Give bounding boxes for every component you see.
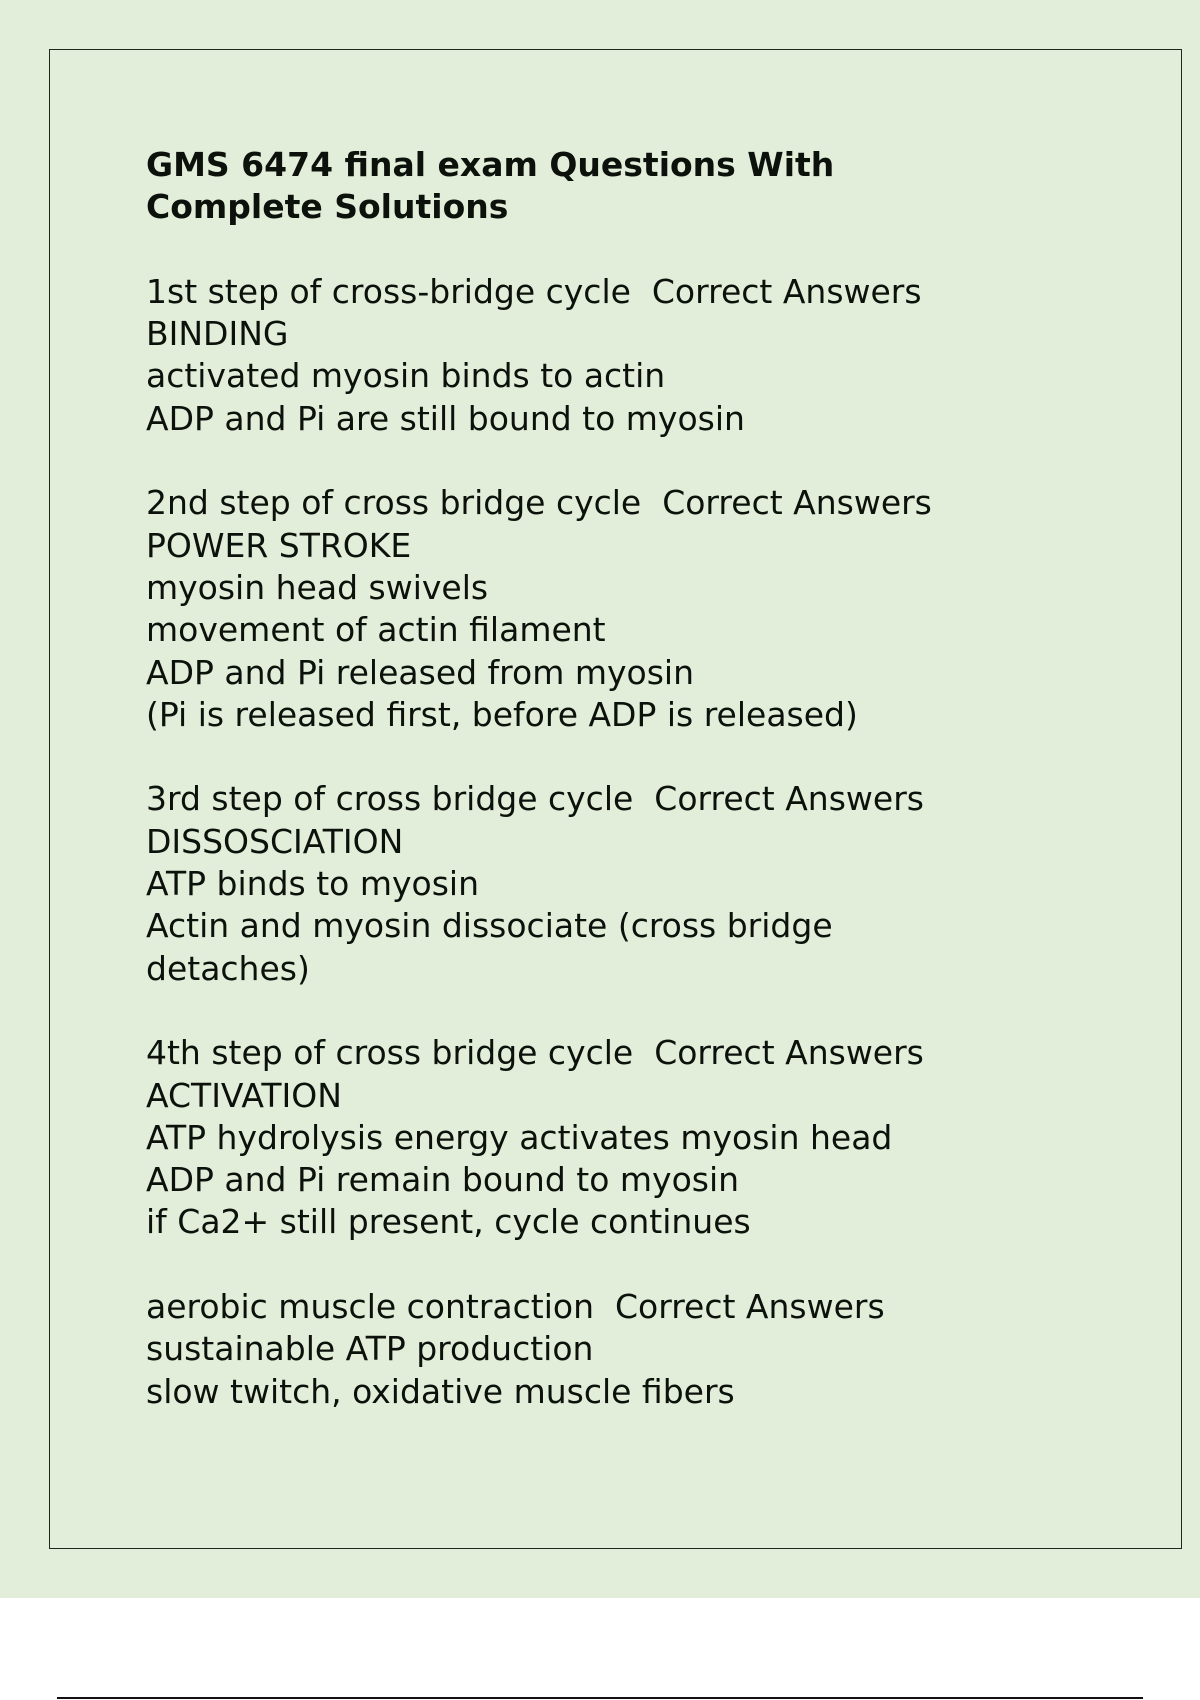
question-text: 1st step of cross-bridge cycle Correct Answers (146, 271, 922, 311)
answer-line: BINDING (146, 314, 289, 354)
answer-line: ATP binds to myosin (146, 864, 479, 904)
document-title: GMS 6474 final exam Questions With Complete Solutions (146, 145, 835, 227)
qa-entry (146, 778, 1146, 989)
answer-line: myosin head swivels (146, 567, 489, 607)
question-text: 4th step of cross bridge cycle Correct Answers (146, 1033, 924, 1073)
answer-line: ADP and Pi released from myosin (146, 652, 694, 692)
answer-line: Actin and myosin dissociate (cross bridge detaches) (146, 906, 833, 988)
qa-entry (146, 1286, 1146, 1413)
question-text: aerobic muscle contraction Correct Answers (146, 1287, 885, 1327)
question-text: 3rd step of cross bridge cycle Correct Answers (146, 779, 924, 819)
footer-divider (57, 1697, 1143, 1699)
answer-line: activated myosin binds to actin (146, 356, 666, 396)
answer-line: ADP and Pi are still bound to myosin (146, 398, 745, 438)
answer-line: ACTIVATION (146, 1075, 342, 1115)
answer-line: sustainable ATP production (146, 1329, 594, 1369)
answer-line: slow twitch, oxidative muscle fibers (146, 1371, 735, 1411)
qa-entry (146, 1032, 1146, 1243)
qa-entry (146, 271, 1146, 440)
answer-line: if Ca2+ still present, cycle continues (146, 1202, 751, 1242)
answer-line: (Pi is released first, before ADP is released) (146, 694, 858, 734)
question-text: 2nd step of cross bridge cycle Correct Answers (146, 483, 932, 523)
answer-line: ATP hydrolysis energy activates myosin head (146, 1117, 893, 1157)
answer-line: ADP and Pi remain bound to myosin (146, 1160, 740, 1200)
document-content (146, 144, 1146, 1413)
answer-line: movement of actin filament (146, 610, 606, 650)
qa-entry (146, 482, 1146, 736)
answer-line: POWER STROKE (146, 525, 412, 565)
answer-line: DISSOSCIATION (146, 821, 404, 861)
